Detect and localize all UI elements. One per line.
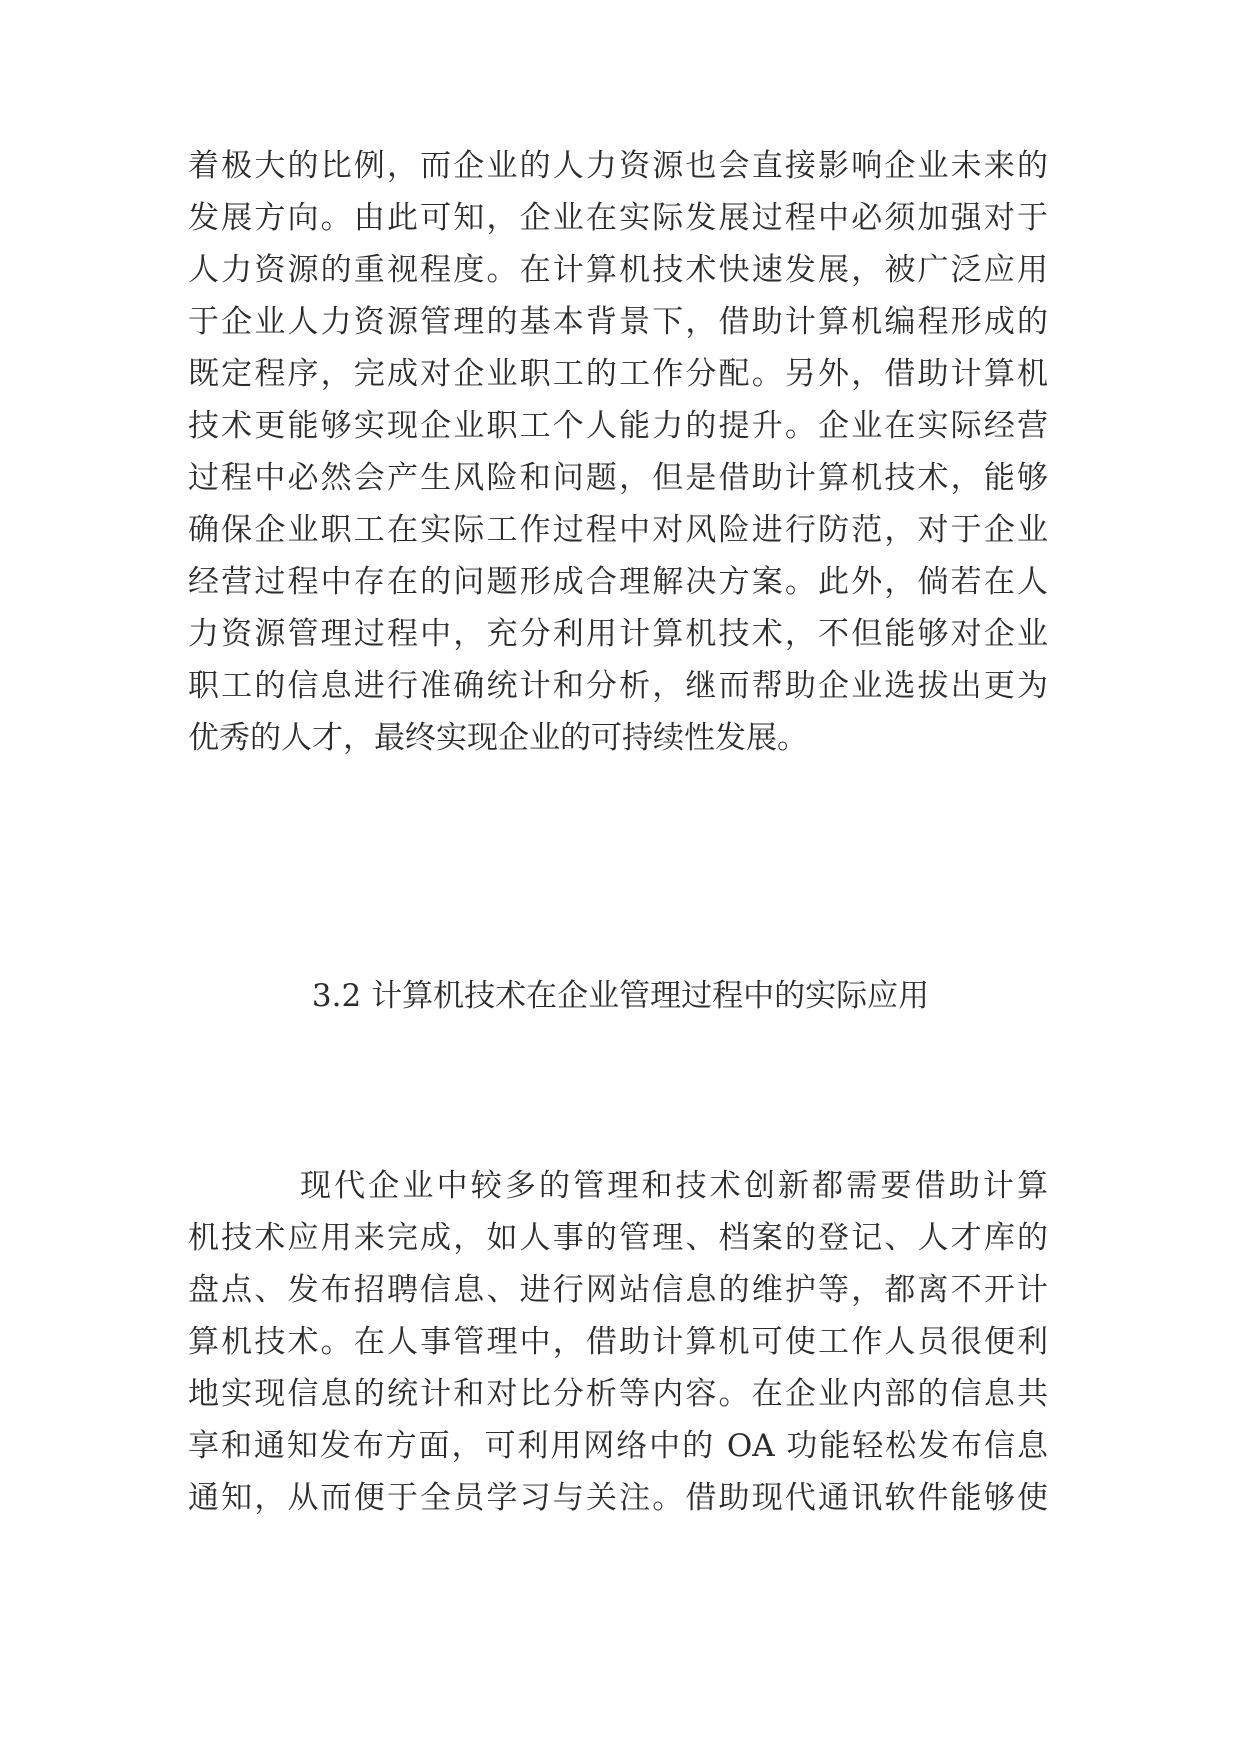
paragraph-line: 人力资源的重视程度。在计算机技术快速发展，被广泛应用: [188, 252, 1048, 288]
paragraph-line: 确保企业职工在实际工作过程中对风险进行防范，对于企业: [188, 512, 1048, 548]
paragraph-line: 盘点、发布招聘信息、进行网站信息的维护等，都离不开计: [188, 1272, 1048, 1308]
paragraph-line: 技术更能够实现企业职工个人能力的提升。企业在实际经营: [188, 408, 1048, 444]
paragraph-line: 力资源管理过程中，充分利用计算机技术，不但能够对企业: [188, 616, 1048, 652]
paragraph-line: 发展方向。由此可知，企业在实际发展过程中必须加强对于: [188, 200, 1048, 236]
paragraph-line: 机技术应用来完成，如人事的管理、档案的登记、人才库的: [188, 1220, 1048, 1256]
paragraph-line: 现代企业中较多的管理和技术创新都需要借助计算: [300, 1168, 1048, 1204]
paragraph-line: 享和通知发布方面，可利用网络中的 OA 功能轻松发布信息: [188, 1428, 1048, 1464]
paragraph-line: 地实现信息的统计和对比分析等内容。在企业内部的信息共: [188, 1376, 1048, 1412]
paragraph-line: 职工的信息进行准确统计和分析，继而帮助企业选拔出更为: [188, 668, 1048, 704]
paragraph-line: 优秀的人才，最终实现企业的可持续性发展。: [188, 720, 808, 756]
paragraph-line: 算机技术。在人事管理中，借助计算机可使工作人员很便利: [188, 1324, 1048, 1360]
section-heading: 3.2 计算机技术在企业管理过程中的实际应用: [311, 978, 930, 1014]
paragraph-line: 着极大的比例，而企业的人力资源也会直接影响企业未来的: [188, 148, 1048, 184]
paragraph-line: 过程中必然会产生风险和问题，但是借助计算机技术，能够: [188, 460, 1048, 496]
paragraph-line: 既定程序，完成对企业职工的工作分配。另外，借助计算机: [188, 356, 1048, 392]
paragraph-line: 经营过程中存在的问题形成合理解决方案。此外，倘若在人: [188, 564, 1048, 600]
paragraph-line: 于企业人力资源管理的基本背景下，借助计算机编程形成的: [188, 304, 1048, 340]
paragraph-line: 通知，从而便于全员学习与关注。借助现代通讯软件能够使: [188, 1480, 1048, 1516]
